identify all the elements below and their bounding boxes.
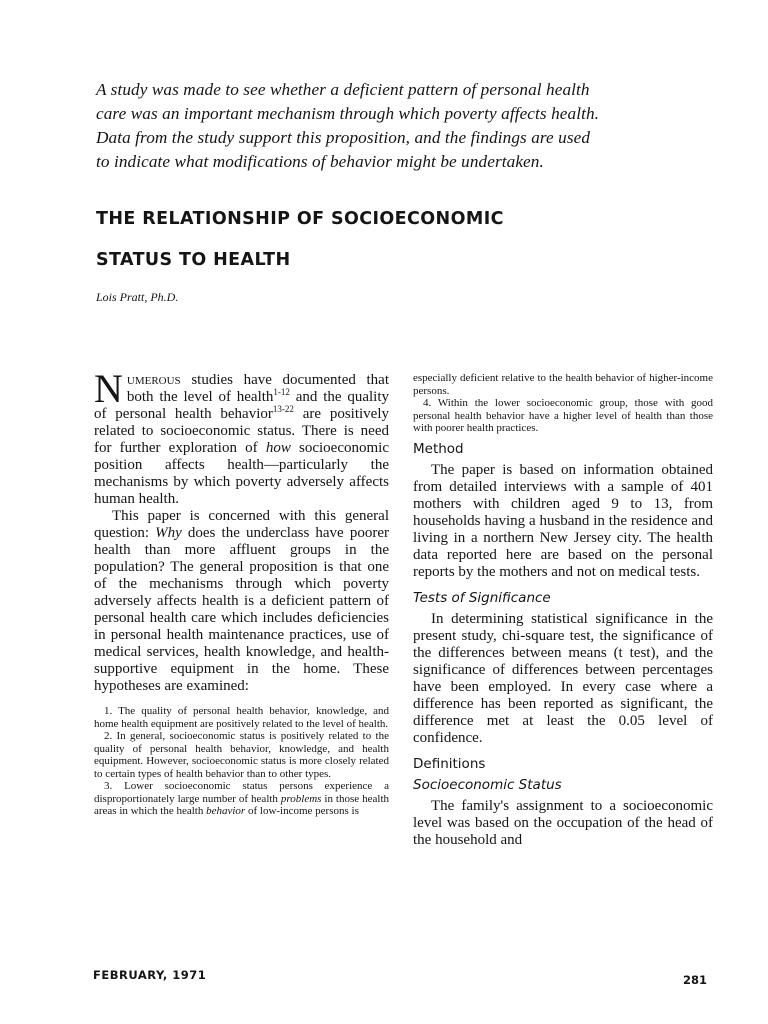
- text-run: and the quality of personal health behavior: [94, 389, 389, 422]
- hypothesis-1: 1. The quality of personal health behavior, knowledge, and home health equipment are positively related to the level of health.: [94, 705, 389, 730]
- abstract-line: Data from the study support this proposition, and the findings are used: [96, 128, 591, 147]
- question-paragraph: [94, 508, 389, 695]
- tests-paragraph: In determining statistical significance in the present study, chi-square test, the significance of the differences between means (t test), and the significance of differences between percentages have been employed. In every case where a difference has been reported as significant, the difference met at least the 0.05 level of confidence.: [413, 610, 713, 746]
- title-line-2: STATUS TO HEALTH: [96, 250, 291, 270]
- method-paragraph: The paper is based on information obtained from detailed interviews with a sample of 401 mothers with children aged 9 to 13, from households having a husband in the residence and living in a northern New Jersey city. The health data reported here are based on the personal reports by the mothers and not on medical tests.: [413, 461, 713, 580]
- definitions-heading: Definitions: [413, 755, 486, 772]
- drop-cap: N: [94, 366, 123, 411]
- emphasis: how: [265, 440, 291, 456]
- abstract-line: care was an important mechanism through which poverty affects health.: [96, 104, 600, 123]
- abstract-line: A study was made to see whether a deficient pattern of personal health: [96, 80, 590, 99]
- text-run: are positively related to socioeconomic status. There is need for further exploration of: [94, 406, 389, 456]
- emphasis: problems: [280, 792, 322, 805]
- right-column: [413, 372, 713, 849]
- ses-paragraph: The family's assignment to a socioeconomic level was based on the occupation of the head of the household and: [413, 797, 713, 848]
- hypotheses-list: [94, 705, 389, 818]
- hypothesis-3-continued: especially deficient relative to the health behavior of higher-income persons.: [413, 372, 713, 397]
- hypothesis-2: 2. In general, socioeconomic status is positively related to the quality of personal health behavior, knowledge, and health equipment. However, socioeconomic status is more closely related to certain types of health behavior than to other types.: [94, 730, 389, 780]
- ses-heading: Socioeconomic Status: [413, 776, 562, 793]
- intro-paragraph: [94, 366, 389, 508]
- text-run: of low-income persons is: [245, 805, 359, 817]
- title-line-1: THE RELATIONSHIP OF SOCIOECONOMIC: [96, 209, 504, 229]
- citation: 13-22: [272, 404, 294, 414]
- hypothesis-3: [94, 780, 389, 818]
- left-column: [94, 366, 389, 818]
- emphasis: Why: [155, 525, 182, 541]
- smallcaps-lead: umerous: [126, 372, 181, 388]
- text-run: 3. Lower socioeconomic status persons experience a disproportionately large number of health: [94, 780, 389, 805]
- issue-date: FEBRUARY, 1971: [93, 968, 207, 982]
- article-title: [96, 207, 616, 289]
- tests-heading: Tests of Significance: [413, 589, 551, 606]
- abstract-line: to indicate what modifications of behavior might be undertaken.: [96, 152, 544, 171]
- text-run: socioeconomic position affects health—particularly the mechanisms by which poverty adversely affects human health.: [94, 440, 389, 507]
- text-run: does the underclass have poorer health than more affluent groups in the population? The general proposition is that one of the mechanisms through which poverty adversely affects health is a deficient pattern of personal health care which includes deficiencies in personal health maintenance practices, use of medical services, health knowledge, and health-supportive equipment in the home. These hypotheses are examined:: [94, 525, 389, 694]
- emphasis: behavior: [206, 805, 246, 817]
- text-run: in those health areas in which the health: [94, 792, 389, 817]
- text-run: studies have documented that both the level of health: [126, 372, 389, 405]
- hypothesis-4: 4. Within the lower socioeconomic group, those with good personal health behavior have a higher level of health than those with poorer health practices.: [413, 397, 713, 434]
- author-byline: Lois Pratt, Ph.D.: [96, 290, 179, 304]
- citation: 1-12: [273, 387, 290, 397]
- abstract: [96, 78, 726, 174]
- page-number: 281: [683, 973, 708, 987]
- method-heading: Method: [413, 440, 464, 457]
- text-run: This paper is concerned with this general question:: [94, 508, 389, 541]
